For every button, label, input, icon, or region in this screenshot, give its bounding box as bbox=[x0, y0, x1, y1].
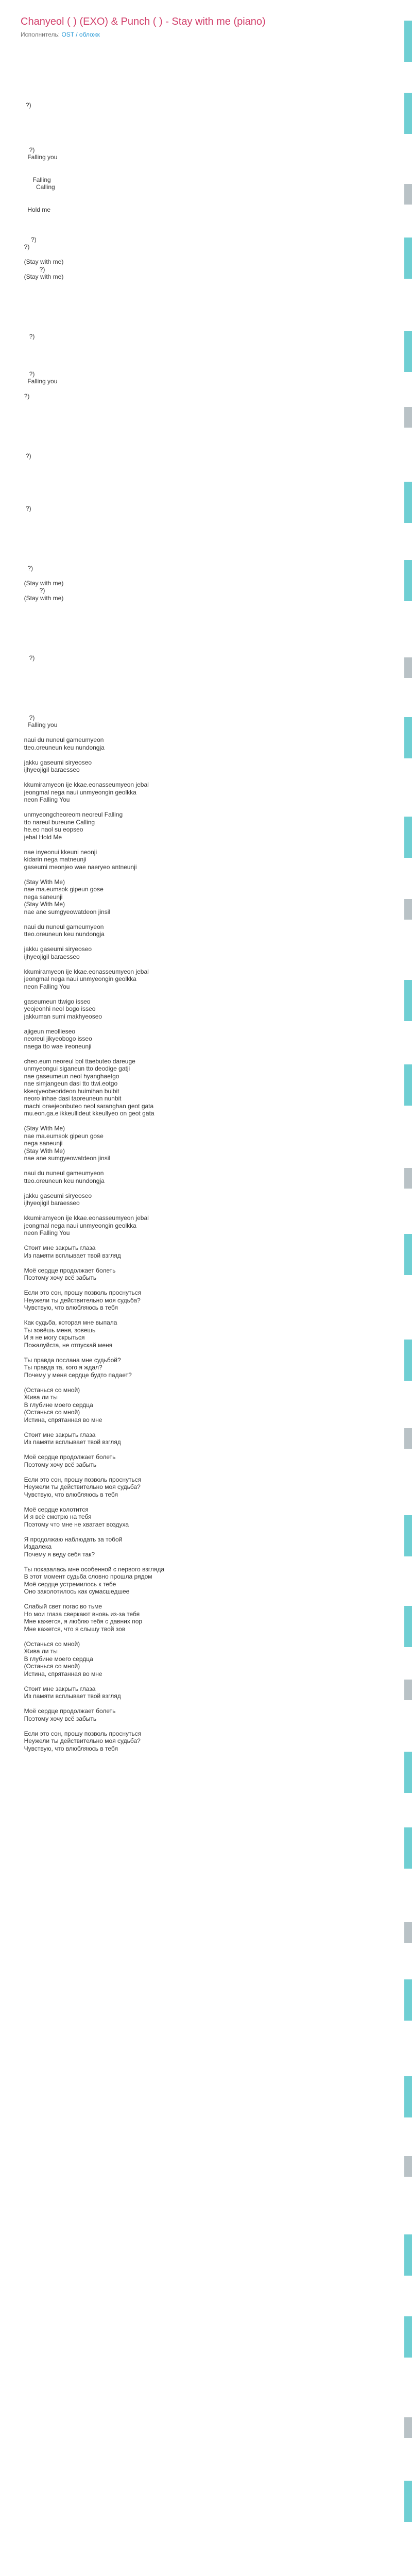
lyric-line: nega saneunji bbox=[21, 893, 63, 901]
lyric-line bbox=[21, 467, 391, 475]
lyric-line bbox=[21, 1207, 391, 1215]
lyric-line: ?) bbox=[21, 235, 37, 243]
lyric-line: Поэтому хочу всё забыть bbox=[21, 1274, 97, 1281]
stripe-block bbox=[404, 657, 412, 678]
lyric-line: Неужели ты действительно моя судьба? bbox=[21, 1737, 141, 1744]
lyrics-text bbox=[21, 64, 391, 1752]
lyric-line: (Останься со мной) bbox=[21, 1640, 80, 1648]
stripe-block bbox=[404, 1428, 412, 1449]
lyric-line: (Stay With Me) bbox=[21, 901, 65, 908]
lyric-line bbox=[21, 191, 391, 199]
lyric-line bbox=[21, 482, 391, 490]
lyric-line: В глубине моего сердца bbox=[21, 1401, 93, 1409]
lyric-line bbox=[21, 303, 391, 311]
lyric-line: tteo.oreuneun keu nundongja bbox=[21, 1177, 105, 1184]
lyric-line bbox=[21, 430, 391, 438]
lyric-line: Ты показалась мне особенной с первого взгляда bbox=[21, 1565, 165, 1573]
lyric-line bbox=[21, 198, 391, 206]
lyric-line: Hold me bbox=[21, 206, 51, 213]
lyric-line bbox=[21, 542, 391, 550]
lyric-line bbox=[21, 228, 391, 236]
lyric-line: Если это сон, прошу позволь проснуться bbox=[21, 1289, 142, 1296]
stripe-block bbox=[404, 93, 412, 134]
lyric-line: ?) bbox=[21, 146, 35, 154]
lyric-line: tto nareul bureune Calling bbox=[21, 818, 95, 826]
lyric-line bbox=[21, 1349, 391, 1357]
lyric-line: unmyeongui siganeun tto deodige gatji bbox=[21, 1065, 130, 1072]
lyric-line bbox=[21, 72, 391, 79]
lyric-line: yeojeonhi neol bogo isseo bbox=[21, 1005, 96, 1012]
stripe-block bbox=[404, 980, 412, 1021]
lyric-line bbox=[21, 1184, 391, 1192]
lyric-line bbox=[21, 161, 391, 169]
lyric-line bbox=[21, 1050, 391, 1058]
stripe-block bbox=[404, 2316, 412, 2358]
lyric-line: naui du nuneul gameumyeon bbox=[21, 1170, 104, 1177]
lyric-line: kkumiramyeon ije kkae.eonasseumyeon jebal bbox=[21, 1214, 149, 1222]
lyric-line bbox=[21, 64, 391, 72]
lyric-line: mu.eon.ga.e ikkeullideut kkeullyeo on geot gata bbox=[21, 1110, 154, 1117]
lyric-line: (Останься со мной) bbox=[21, 1409, 80, 1416]
lyric-line bbox=[21, 341, 391, 348]
lyric-line bbox=[21, 1379, 391, 1386]
lyric-line bbox=[21, 437, 391, 445]
lyric-line: jebal Hold Me bbox=[21, 833, 62, 841]
lyric-line bbox=[21, 124, 391, 131]
lyric-line bbox=[21, 326, 391, 333]
lyric-line: jeongmal nega naui unmyeongin geolkka bbox=[21, 1222, 136, 1229]
lyric-line: (Stay With Me) bbox=[21, 1147, 65, 1155]
lyric-line bbox=[21, 527, 391, 535]
stripe-block bbox=[404, 21, 412, 62]
lyric-line: (Останься со мной) bbox=[21, 1663, 80, 1670]
lyric-line bbox=[21, 415, 391, 423]
stripe-block bbox=[404, 2417, 412, 2438]
lyric-line: jakku gaseumi siryeoseo bbox=[21, 1192, 92, 1199]
lyric-line: Из памяти всплывает твой взгляд bbox=[21, 1692, 121, 1700]
lyric-line: (Stay with me) bbox=[21, 579, 64, 587]
lyric-line: Ты правда послана мне судьбой? bbox=[21, 1356, 121, 1364]
lyric-line: jakku gaseumi siryeoseo bbox=[21, 945, 92, 953]
lyric-line bbox=[21, 475, 391, 483]
lyric-line: Если это сон, прошу позволь проснуться bbox=[21, 1476, 142, 1483]
lyric-line bbox=[21, 281, 391, 289]
lyric-line bbox=[21, 550, 391, 557]
lyric-line bbox=[21, 288, 391, 296]
lyric-line: Но мои глаза сверкают вновь из-за тебя bbox=[21, 1610, 140, 1618]
lyric-line: tteo.oreuneun keu nundongja bbox=[21, 743, 105, 751]
lyric-line bbox=[21, 408, 391, 415]
lyric-line bbox=[21, 363, 391, 370]
lyric-line bbox=[21, 1423, 391, 1431]
lyric-line: neoreul jikyeobogo isseo bbox=[21, 1035, 92, 1042]
lyric-line bbox=[21, 1117, 391, 1125]
lyric-line: ?) bbox=[21, 393, 30, 400]
lyric-line: Истина, спрятанная во мне bbox=[21, 1416, 102, 1423]
lyric-line bbox=[21, 871, 391, 878]
lyric-line: ?) bbox=[21, 654, 35, 662]
stripe-block bbox=[404, 1979, 412, 2021]
lyric-line: ijhyeojigil baraesseo bbox=[21, 1199, 80, 1207]
lyric-line: Я продолжаю наблюдать за тобой bbox=[21, 1535, 123, 1543]
lyric-line bbox=[21, 213, 391, 221]
lyric-line bbox=[21, 691, 391, 699]
lyric-line bbox=[21, 1312, 391, 1319]
lyric-line: unmyeongcheoreom neoreul Falling bbox=[21, 811, 123, 818]
lyric-line: Моё сердце продолжает болеть bbox=[21, 1266, 116, 1274]
lyric-line bbox=[21, 729, 391, 737]
lyric-line bbox=[21, 1633, 391, 1640]
lyric-line bbox=[21, 684, 391, 692]
lyric-line: jakkuman sumi makhyeoseo bbox=[21, 1012, 102, 1020]
stripe-block bbox=[404, 817, 412, 858]
lyric-line: jeongmal nega naui unmyeongin geolkka bbox=[21, 975, 136, 982]
lyric-line: И я всё смотрю на тебя bbox=[21, 1513, 92, 1520]
lyric-line bbox=[21, 94, 391, 101]
lyric-line: ?) bbox=[21, 452, 31, 460]
lyric-line: (Stay with me) bbox=[21, 258, 64, 265]
lyric-line bbox=[21, 348, 391, 355]
lyric-line bbox=[21, 355, 391, 363]
stripe-block bbox=[404, 1064, 412, 1106]
lyric-line bbox=[21, 841, 391, 849]
byline-prefix: Исполнитель: bbox=[21, 31, 60, 38]
lyric-line: Пожалуйста, не отпускай меня bbox=[21, 1341, 113, 1349]
stripe-block bbox=[404, 2234, 412, 2276]
lyric-line: naui du nuneul gameumyeon bbox=[21, 923, 104, 930]
lyric-line bbox=[21, 1596, 391, 1603]
lyric-line bbox=[21, 445, 391, 453]
lyric-line: Моё сердце колотится bbox=[21, 1505, 89, 1513]
lyric-line bbox=[21, 490, 391, 498]
lyric-line: Моё сердце устремилось к тебе bbox=[21, 1580, 116, 1588]
lyric-line bbox=[21, 139, 391, 146]
lyric-line bbox=[21, 109, 391, 116]
lyric-line bbox=[21, 990, 391, 998]
stripe-block bbox=[404, 717, 412, 758]
lyric-line: jakku gaseumi siryeoseo bbox=[21, 758, 92, 766]
lyric-line: Слабый свет погас во тьме bbox=[21, 1603, 102, 1610]
stripe-block bbox=[404, 1340, 412, 1381]
lyric-line: ijhyeojigil baraesseo bbox=[21, 766, 80, 773]
lyric-line: nae ane sumgyeowatdeon jinsil bbox=[21, 1155, 111, 1162]
lyrics-page bbox=[21, 15, 391, 1752]
lyric-line: Если это сон, прошу позволь проснуться bbox=[21, 1730, 142, 1737]
lyric-line: Истина, спрятанная во мне bbox=[21, 1670, 102, 1677]
lyric-line: kkumiramyeon ije kkae.eonasseumyeon jebal bbox=[21, 781, 149, 788]
lyric-line: (Stay With Me) bbox=[21, 878, 65, 886]
lyric-line bbox=[21, 602, 391, 609]
lyric-line: ?) bbox=[21, 243, 30, 250]
lyric-line bbox=[21, 520, 391, 528]
stripe-block bbox=[404, 482, 412, 523]
lyric-line: Из памяти всплывает твой взгляд bbox=[21, 1251, 121, 1259]
song-title: Chanyeol ( ) (EXO) & Punch ( ) - Stay with me (piano) bbox=[21, 16, 266, 27]
lyric-line bbox=[21, 512, 391, 520]
lyric-line bbox=[21, 609, 391, 617]
lyric-line bbox=[21, 1700, 391, 1708]
lyric-line bbox=[21, 916, 391, 923]
lyric-line bbox=[21, 1677, 391, 1685]
lyric-line bbox=[21, 774, 391, 782]
lyric-line: Ты зовёшь меня, зовешь bbox=[21, 1326, 96, 1334]
lyric-line bbox=[21, 497, 391, 505]
stripe-block bbox=[404, 2156, 412, 2177]
lyric-line: neon Falling You bbox=[21, 982, 70, 990]
lyric-line bbox=[21, 1558, 391, 1566]
lyric-line: ajigeun meollieseo bbox=[21, 1027, 76, 1035]
lyric-line bbox=[21, 1259, 391, 1267]
lyric-line: gaseumi meonjeo wae naeryeo antneunji bbox=[21, 863, 137, 871]
lyric-line: gaseumeun ttwigo isseo bbox=[21, 997, 91, 1005]
lyric-line bbox=[21, 647, 391, 654]
lyric-line bbox=[21, 804, 391, 811]
lyric-line: Неужели ты действительно моя судьба? bbox=[21, 1483, 141, 1490]
lyric-line: ?) bbox=[21, 504, 31, 512]
stripe-block bbox=[404, 1752, 412, 1793]
stripe-block bbox=[404, 2481, 412, 2522]
lyric-line: nae ma.eumsok gipeun gose bbox=[21, 886, 104, 893]
lyric-line: ?) bbox=[21, 333, 35, 340]
stripe-block bbox=[404, 1606, 412, 1647]
lyric-line: ?) bbox=[21, 265, 45, 273]
lyric-line: Из памяти всплывает твой взгляд bbox=[21, 1438, 121, 1446]
lyric-line: Почему я веду себя так? bbox=[21, 1550, 95, 1558]
lyric-line: Мне кажется, что я слышу твой зов bbox=[21, 1625, 126, 1633]
lyric-line: nae ma.eumsok gipeun gose bbox=[21, 1132, 104, 1140]
lyric-line bbox=[21, 318, 391, 326]
lyric-line bbox=[21, 572, 391, 580]
lyric-line bbox=[21, 1722, 391, 1730]
lyric-line bbox=[21, 1498, 391, 1506]
lyric-line: tteo.oreuneun keu nundongja bbox=[21, 930, 105, 938]
lyric-line bbox=[21, 79, 391, 87]
lyric-line: naega tto wae ireoneunji bbox=[21, 1042, 92, 1050]
lyric-line: nae gaseumeun neol hyanghaetgo bbox=[21, 1072, 119, 1080]
lyric-line bbox=[21, 1446, 391, 1454]
lyric-line: neoro inhae dasi taoreuneun nunbit bbox=[21, 1095, 122, 1102]
lyric-line: ?) bbox=[21, 714, 35, 721]
lyric-line bbox=[21, 617, 391, 624]
lyric-line bbox=[21, 422, 391, 430]
lyric-line: Falling bbox=[21, 176, 51, 183]
lyric-line: Falling you bbox=[21, 378, 58, 385]
lyric-line: Моё сердце продолжает болеть bbox=[21, 1453, 116, 1461]
decorative-side-stripes bbox=[404, 0, 412, 2576]
lyric-line bbox=[21, 116, 391, 124]
lyric-line: Неужели ты действительно моя судьба? bbox=[21, 1296, 141, 1304]
lyric-line: nega saneunji bbox=[21, 1140, 63, 1147]
lyric-line: nae ane sumgyeowatdeon jinsil bbox=[21, 908, 111, 916]
lyric-line: Поэтому хочу всё забыть bbox=[21, 1461, 97, 1468]
lyric-line: Calling bbox=[21, 183, 55, 191]
lyric-line: Мне кажется, я люблю тебя с давних пор bbox=[21, 1618, 143, 1625]
lyric-line: (Stay with me) bbox=[21, 594, 64, 602]
stripe-block bbox=[404, 560, 412, 601]
lyric-line bbox=[21, 662, 391, 669]
lyric-line: Чувствую, что влюбляюсь в тебя bbox=[21, 1744, 118, 1752]
lyric-line: machi oraejeonbuteo neol saranghan geot gata bbox=[21, 1102, 154, 1110]
lyric-line: he.eo naol su eopseo bbox=[21, 826, 83, 833]
lyric-line bbox=[21, 1468, 391, 1476]
lyric-line bbox=[21, 960, 391, 968]
lyric-line bbox=[21, 535, 391, 543]
lyric-line bbox=[21, 400, 391, 408]
lyric-line: ijhyeojigil baraesseo bbox=[21, 953, 80, 960]
lyric-line bbox=[21, 1282, 391, 1290]
lyric-line: ?) bbox=[21, 101, 31, 109]
stripe-block bbox=[404, 1234, 412, 1275]
lyric-line bbox=[21, 699, 391, 707]
lyric-line: В этот момент судьба словно прошла рядом bbox=[21, 1573, 152, 1580]
lyric-line: ?) bbox=[21, 587, 45, 594]
lyric-line bbox=[21, 87, 391, 94]
lyric-line: jeongmal nega naui unmyeongin geolkka bbox=[21, 788, 136, 796]
lyric-line: kkumiramyeon ije kkae.eonasseumyeon jebal bbox=[21, 968, 149, 975]
lyric-line bbox=[21, 221, 391, 229]
stripe-block bbox=[404, 1827, 412, 1869]
stripe-block bbox=[404, 184, 412, 205]
lyric-line bbox=[21, 632, 391, 639]
stripe-block bbox=[404, 238, 412, 279]
lyric-line: В глубине моего сердца bbox=[21, 1655, 93, 1663]
lyric-line: Чувствую, что влюбляюсь в тебя bbox=[21, 1304, 118, 1311]
stripe-block bbox=[404, 899, 412, 920]
lyric-line bbox=[21, 460, 391, 468]
lyric-line bbox=[21, 1237, 391, 1245]
lyric-line bbox=[21, 706, 391, 714]
lyric-line: Falling you bbox=[21, 721, 58, 728]
lyric-line bbox=[21, 1528, 391, 1536]
lyric-line bbox=[21, 385, 391, 393]
lyric-line: Стоит мне закрыть глаза bbox=[21, 1431, 96, 1438]
lyric-line: nae simjangeun dasi tto ttwi.eotgo bbox=[21, 1080, 118, 1087]
lyric-line bbox=[21, 1162, 391, 1170]
lyric-line: neon Falling You bbox=[21, 1229, 70, 1236]
lyric-line: Издалека bbox=[21, 1543, 52, 1550]
lyric-line bbox=[21, 296, 391, 303]
lyric-line: И я не могу скрыться bbox=[21, 1334, 85, 1341]
lyric-line: Стоит мне закрыть глаза bbox=[21, 1244, 96, 1251]
lyric-line: cheo.eum neoreul bol ttaebuteo dareuge bbox=[21, 1057, 135, 1065]
lyric-line bbox=[21, 251, 391, 259]
lyric-line: (Останься со мной) bbox=[21, 1386, 80, 1394]
lyric-line: Стоит мне закрыть глаза bbox=[21, 1685, 96, 1692]
stripe-block bbox=[404, 331, 412, 372]
lyric-line: Как судьба, которая мне выпала bbox=[21, 1319, 117, 1326]
artist-link[interactable]: OST / обложк bbox=[61, 31, 100, 38]
lyric-line bbox=[21, 676, 391, 684]
lyric-line: ?) bbox=[21, 564, 33, 572]
lyric-line bbox=[21, 1020, 391, 1028]
lyric-line: Falling you bbox=[21, 154, 58, 161]
lyric-line: Чувствую, что влюбляюсь в тебя bbox=[21, 1490, 118, 1498]
lyric-line bbox=[21, 938, 391, 946]
stripe-block bbox=[404, 407, 412, 428]
lyric-line: Почему у меня сердце будто падает? bbox=[21, 1371, 132, 1379]
lyric-line bbox=[21, 168, 391, 176]
lyric-line: (Stay With Me) bbox=[21, 1125, 65, 1132]
lyric-line bbox=[21, 311, 391, 318]
lyric-line: kidarin nega matneunji bbox=[21, 856, 87, 863]
stripe-block bbox=[404, 2076, 412, 2117]
lyric-line bbox=[21, 639, 391, 647]
lyric-line: (Stay with me) bbox=[21, 273, 64, 280]
lyric-line: Жива ли ты bbox=[21, 1648, 58, 1655]
lyric-line bbox=[21, 131, 391, 139]
lyric-line: Моё сердце продолжает болеть bbox=[21, 1707, 116, 1715]
lyric-line: Ты правда та, кого я ждал? bbox=[21, 1364, 102, 1371]
artist-byline bbox=[21, 31, 391, 38]
lyric-line: neon Falling You bbox=[21, 796, 70, 803]
stripe-block bbox=[404, 1168, 412, 1189]
stripe-block bbox=[404, 1922, 412, 1943]
lyric-line: nae inyeonui kkeuni neonji bbox=[21, 848, 97, 856]
lyric-line: Жива ли ты bbox=[21, 1394, 58, 1401]
lyric-line bbox=[21, 669, 391, 677]
lyric-line: ?) bbox=[21, 370, 35, 378]
stripe-block bbox=[404, 1680, 412, 1700]
lyric-line bbox=[21, 624, 391, 632]
lyric-line: naui du nuneul gameumyeon bbox=[21, 736, 104, 743]
lyric-line: kkeojyeobeorideon huimihan bulbit bbox=[21, 1087, 119, 1095]
lyric-line bbox=[21, 751, 391, 759]
lyric-line bbox=[21, 557, 391, 565]
lyric-line: Оно заколотилось как сумасшедшее bbox=[21, 1588, 130, 1595]
stripe-block bbox=[404, 1515, 412, 1556]
lyric-line: Поэтому хочу всё забыть bbox=[21, 1715, 97, 1722]
lyric-line: Поэтому что мне не хватает воздуха bbox=[21, 1520, 129, 1528]
